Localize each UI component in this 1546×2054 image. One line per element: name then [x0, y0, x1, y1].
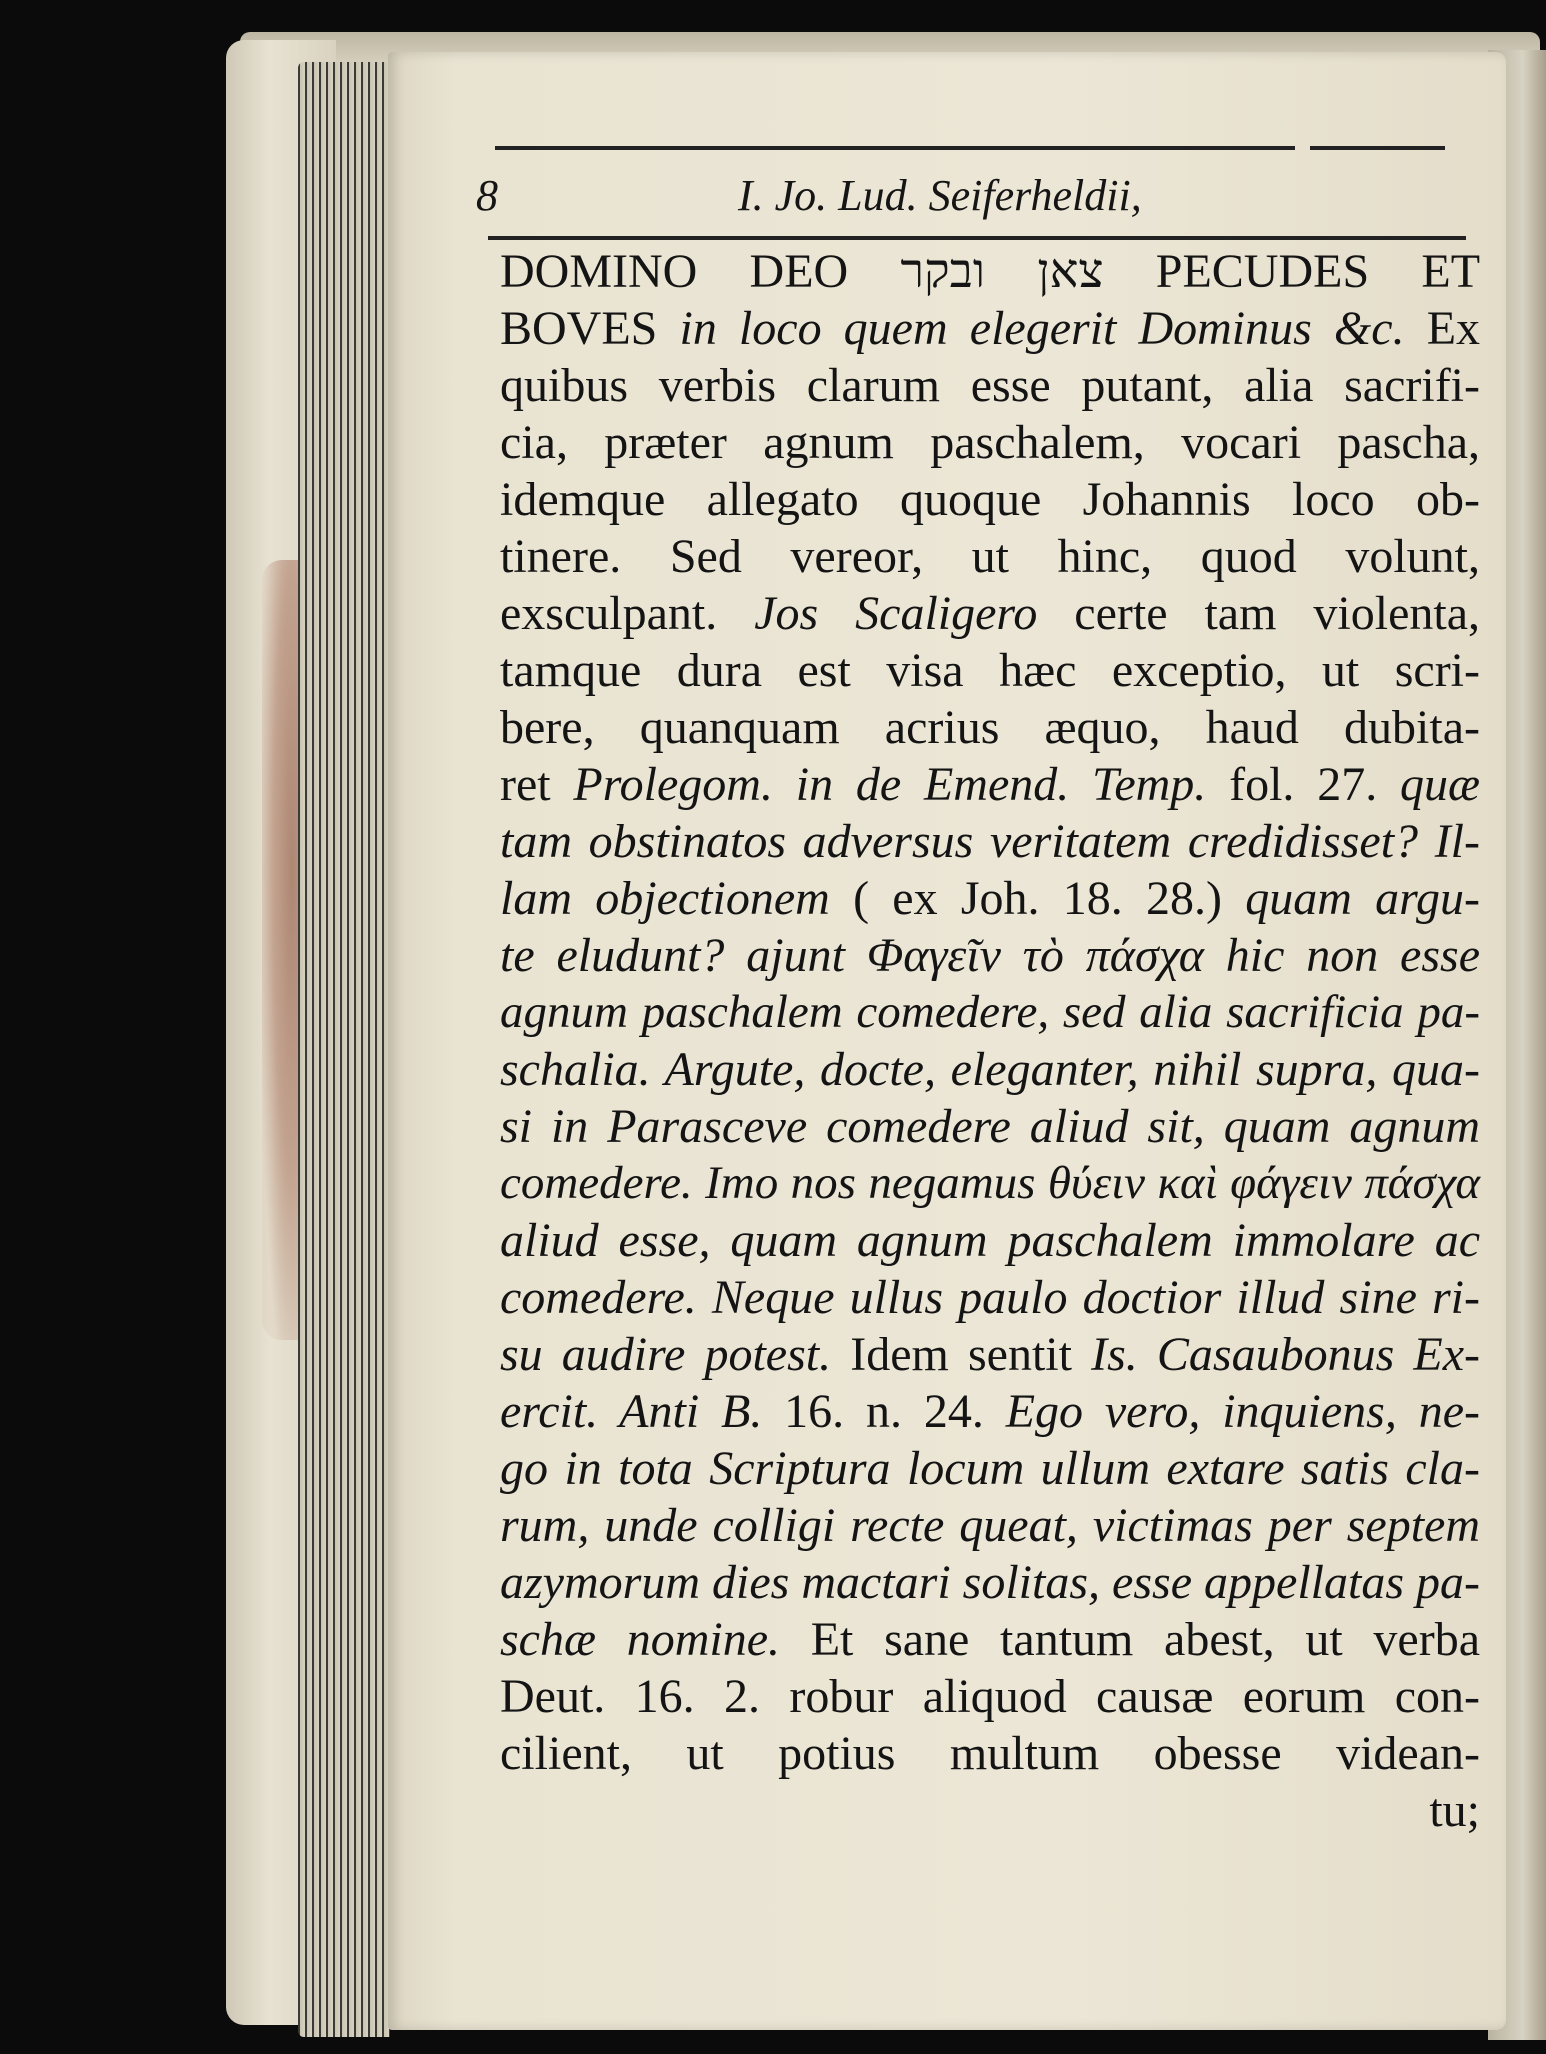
text-segment: quæ — [1399, 758, 1480, 811]
header-rule-top-short — [1310, 146, 1445, 150]
text-line — [500, 471, 1480, 528]
text-line — [500, 1611, 1480, 1668]
text-line — [500, 1497, 1480, 1554]
text-segment: schalia. Argute, docte, eleganter, nihil supra, qua- — [500, 1043, 1480, 1096]
text-segment: Jos Scaligero — [754, 587, 1038, 640]
text-segment: azymorum dies mactari solitas, esse appellatas pa- — [500, 1556, 1480, 1609]
running-title: I. Jo. Lud. Seiferheldii, — [738, 171, 1142, 220]
text-segment: aliud esse, quam agnum paschalem immolare ac — [500, 1214, 1480, 1267]
text-segment: tinere. Sed vereor, ut hinc, quod volunt, — [500, 530, 1480, 583]
text-segment: cilient, ut potius multum obesse videan- — [500, 1727, 1480, 1780]
text-line — [500, 1383, 1480, 1440]
text-segment: idemque allegato quoque Johannis loco ob- — [500, 473, 1480, 526]
text-line — [500, 1668, 1480, 1725]
text-line — [500, 243, 1480, 300]
header-rule-bottom — [488, 236, 1466, 240]
text-segment: comedere. Neque ullus paulo doctior illud sine ri- — [500, 1271, 1480, 1324]
text-segment: tamque dura est visa hæc exceptio, ut scri- — [500, 644, 1480, 697]
text-line — [500, 1155, 1480, 1212]
text-segment: DOMINO DEO צאן ובקר PECUDES ET — [500, 245, 1481, 298]
text-line — [500, 984, 1480, 1041]
text-segment: su audire potest. — [500, 1328, 832, 1381]
text-segment: Is. Casaubonus Ex- — [1091, 1328, 1480, 1381]
text-line — [500, 699, 1480, 756]
text-line — [500, 585, 1480, 642]
text-segment: ercit. Anti B. — [500, 1385, 763, 1438]
text-segment: cia, præter agnum paschalem, vocari pascha, — [500, 416, 1480, 469]
text-segment: Ego vero, inquiens, ne- — [1005, 1385, 1480, 1438]
text-line — [500, 414, 1480, 471]
text-segment: Ex — [1404, 302, 1481, 355]
text-segment: BOVES — [500, 302, 680, 355]
text-segment: Idem sentit — [831, 1328, 1092, 1381]
text-line — [500, 1041, 1480, 1098]
text-line — [500, 1440, 1480, 1497]
header-rule-top — [495, 146, 1295, 150]
text-line — [500, 357, 1480, 414]
text-line — [500, 1326, 1480, 1383]
text-segment: tam obstinatos adversus veritatem credidisset? Il- — [500, 815, 1480, 868]
text-line — [500, 300, 1480, 357]
text-line — [500, 813, 1480, 870]
text-segment: Deut. 16. 2. robur aliquod causæ eorum con- — [500, 1670, 1480, 1723]
text-segment: ret — [500, 758, 574, 811]
text-line — [500, 528, 1480, 585]
text-segment: in loco quem elegerit Dominus &c. — [679, 302, 1405, 355]
text-segment: exsculpant. — [500, 587, 755, 640]
text-segment: 16. n. 24. — [762, 1385, 1006, 1438]
text-segment: comedere. Imo nos negamus θύειν καὶ φάγειν πάσχα — [500, 1157, 1480, 1209]
text-segment: agnum paschalem comedere, sed alia sacrificia pa- — [500, 986, 1480, 1038]
text-segment: Prolegom. in de Emend. Temp. — [573, 758, 1207, 811]
text-line — [500, 1098, 1480, 1155]
text-line — [500, 1725, 1480, 1782]
text-segment: quam argu- — [1245, 872, 1481, 925]
text-line — [500, 870, 1480, 927]
catchword: tu; — [1429, 1784, 1480, 1837]
text-segment: si in Parasceve comedere aliud sit, quam agnum — [500, 1100, 1480, 1153]
text-segment: rum, unde colligi recte queat, victimas per septem — [500, 1499, 1480, 1552]
text-segment: lam objectionem — [500, 872, 830, 925]
text-line — [500, 1269, 1480, 1326]
page-number: 8 — [476, 171, 498, 220]
body-text — [500, 243, 1480, 1839]
text-line — [500, 642, 1480, 699]
text-segment: Et sane tantum abest, ut verba — [780, 1613, 1481, 1666]
text-segment: certe tam violenta, — [1037, 587, 1481, 640]
text-segment: schæ nomine. — [500, 1613, 781, 1666]
page-edges — [298, 62, 390, 2037]
text-line — [500, 1212, 1480, 1269]
text-segment: quibus verbis clarum esse putant, alia sacrifi- — [500, 359, 1480, 412]
text-segment: te eludunt? ajunt Φαγεῖν τὸ πάσχα hic non esse — [500, 929, 1480, 982]
text-line — [500, 756, 1480, 813]
text-segment: go in tota Scriptura locum ullum extare satis cla- — [500, 1442, 1480, 1495]
text-segment: ( ex Joh. 18. 28.) — [829, 872, 1246, 925]
running-head — [476, 170, 1476, 230]
text-line — [500, 1554, 1480, 1611]
text-line — [500, 927, 1480, 984]
text-segment: bere, quanquam acrius æquo, haud dubita- — [500, 701, 1480, 754]
text-segment: fol. 27. — [1206, 758, 1400, 811]
